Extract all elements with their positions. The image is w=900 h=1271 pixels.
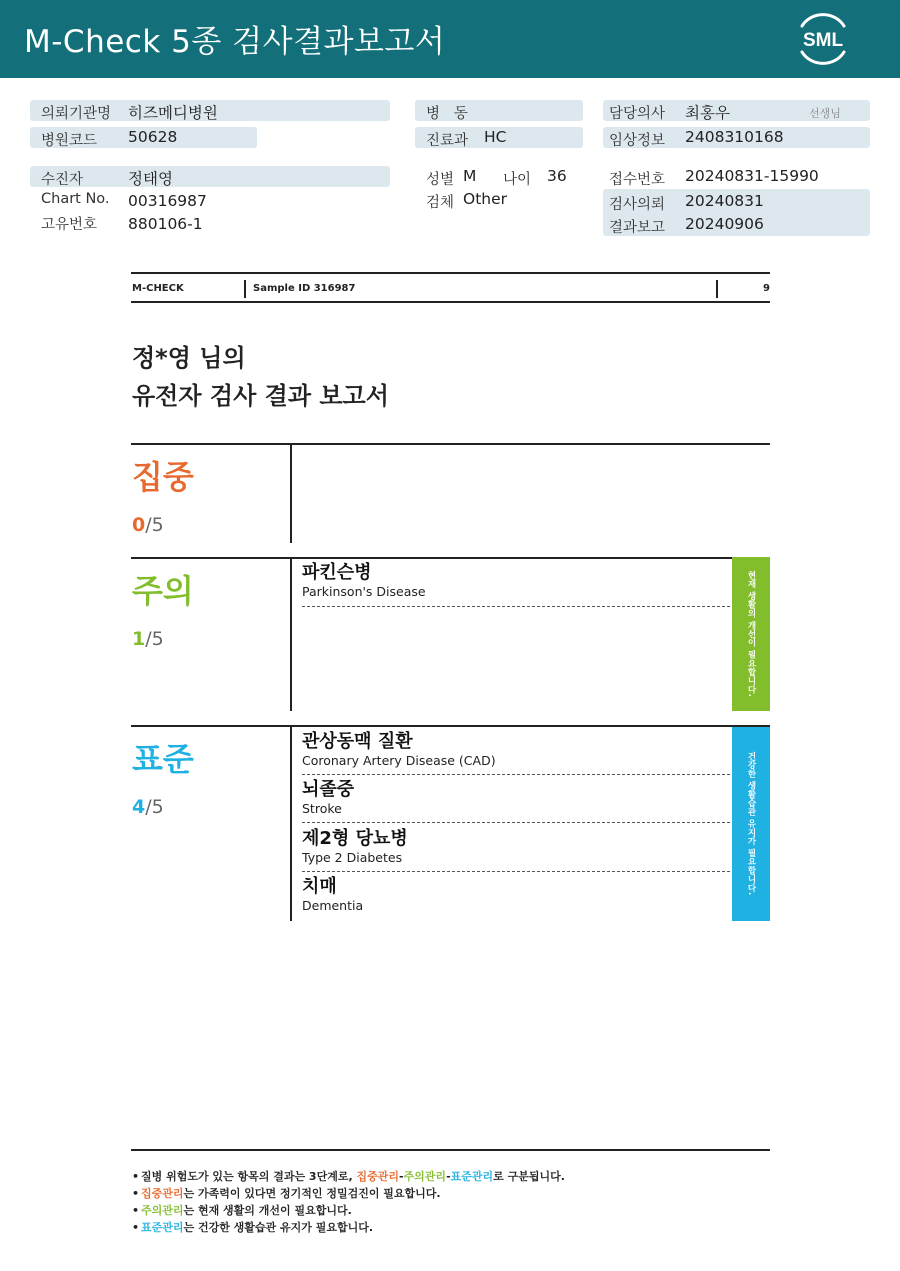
caution-section-divider [290, 559, 292, 711]
note-line [132, 1185, 772, 1202]
header-divider [244, 280, 246, 298]
clinical-label: 임상정보 [609, 133, 666, 149]
note-text: 는 건강한 생활습관 유지가 필요합니다. [183, 1221, 374, 1234]
age-label: 나이 [503, 172, 532, 188]
note-key-caution: 주의관리 [141, 1204, 184, 1217]
name-value: 정태영 [128, 170, 173, 188]
doctor-value: 최홍우 [685, 104, 730, 122]
request-value: 20240831 [685, 192, 764, 210]
doctor-label: 담당의사 [609, 106, 666, 122]
clinical-value: 2408310168 [685, 128, 784, 146]
footer-rule [131, 1149, 770, 1151]
specimen-value: Other [463, 190, 508, 208]
note-line [132, 1219, 772, 1236]
disease-item-dementia [302, 876, 730, 920]
report-title: M-Check 5종 검사결과보고서 [24, 24, 446, 60]
id-value: 880106-1 [128, 215, 203, 233]
caution-count-total: /5 [145, 628, 164, 650]
sex-label: 성별 [426, 172, 455, 188]
note-text: 는 현재 생활의 개선이 필요합니다. [183, 1204, 352, 1217]
standard-section-divider [290, 727, 292, 921]
request-label: 검사의뢰 [609, 197, 666, 213]
note-dash: - [446, 1170, 451, 1183]
standard-title: 표준 [132, 740, 194, 778]
note-text: 로 구분됩니다. [493, 1170, 565, 1183]
disease-item-parkinsons [302, 562, 730, 607]
receipt-label: 접수번호 [609, 172, 666, 188]
ward-label: 병 동 [426, 106, 468, 122]
age-value: 36 [547, 167, 567, 185]
disease-item-cad [302, 731, 730, 775]
result-value: 20240906 [685, 215, 764, 233]
sample-id: Sample ID 316987 [253, 283, 356, 294]
focus-count-total: /5 [145, 514, 164, 536]
disease-item-type2-diabetes [302, 828, 730, 872]
focus-section-rule [131, 443, 770, 445]
standard-sidebar-text: 건강한 생활습관 유지가 필요합니다. [746, 752, 756, 896]
report-heading-title: 유전자 검사 결과 보고서 [132, 382, 389, 410]
sex-value: M [463, 167, 477, 185]
standard-section-rule [131, 725, 770, 727]
focus-title: 집중 [132, 458, 194, 496]
disease-name-en: Dementia [302, 898, 364, 913]
disease-name-ko: 파킨슨병 [302, 562, 372, 583]
bullet: • [132, 1221, 140, 1234]
note-text: 질병 위험도가 있는 항목의 결과는 3단계로, [141, 1170, 357, 1183]
disease-name-ko: 관상동맥 질환 [302, 731, 413, 752]
header-divider [716, 280, 718, 298]
focus-count [132, 514, 164, 536]
bullet: • [132, 1187, 140, 1200]
page-number: 9 [763, 283, 770, 294]
caution-sidebar [732, 557, 770, 711]
note-line [132, 1202, 772, 1219]
logo-text: SML [802, 30, 844, 51]
disease-item-stroke [302, 779, 730, 823]
note-key-focus: 집중관리 [356, 1170, 399, 1183]
bullet: • [132, 1204, 140, 1217]
note-key-standard: 표준관리 [450, 1170, 494, 1183]
doctor-suffix: 선생님 [809, 107, 841, 120]
brand-label: M-CHECK [132, 283, 184, 294]
note-key-focus: 집중관리 [141, 1187, 184, 1200]
id-label: 고유번호 [41, 217, 98, 233]
institution-label: 의뢰기관명 [41, 106, 112, 122]
bullet: • [132, 1170, 140, 1183]
caution-count-number: 1 [132, 628, 146, 650]
header-bar [0, 0, 900, 78]
caution-title: 주의 [132, 572, 194, 610]
caution-count [132, 628, 164, 650]
focus-count-number: 0 [132, 514, 146, 536]
focus-section-divider [290, 445, 292, 543]
info-strip [30, 166, 390, 187]
note-line [132, 1168, 772, 1185]
dept-value: HC [484, 128, 507, 146]
header-bottom-rule [131, 301, 770, 303]
note-text: 는 가족력이 있다면 정기적인 정밀검진이 필요합니다. [183, 1187, 441, 1200]
disease-name-ko: 치매 [302, 876, 337, 897]
institution-value: 히즈메디병원 [128, 104, 218, 122]
receipt-value: 20240831-15990 [685, 167, 819, 185]
caution-sidebar-text: 현재 생활의 개선이 필요합니다. [746, 570, 756, 697]
name-label: 수진자 [41, 172, 84, 188]
chart-label: Chart No. [41, 191, 110, 207]
sml-logo [792, 12, 854, 66]
header-top-rule [131, 272, 770, 274]
standard-count [132, 796, 164, 818]
disease-name-en: Stroke [302, 801, 342, 816]
result-label: 결과보고 [609, 220, 666, 236]
dept-label: 진료과 [426, 133, 469, 149]
note-key-standard: 표준관리 [141, 1221, 184, 1234]
caution-section-rule [131, 557, 770, 559]
disease-name-en: Type 2 Diabetes [302, 850, 403, 865]
disease-name-en: Coronary Artery Disease (CAD) [302, 753, 496, 768]
legend-notes [132, 1168, 772, 1236]
disease-name-ko: 제2형 당뇨병 [302, 828, 408, 849]
standard-count-number: 4 [132, 796, 146, 818]
standard-count-total: /5 [145, 796, 164, 818]
hospital-code-label: 병원코드 [41, 133, 98, 149]
disease-name-en: Parkinson's Disease [302, 584, 426, 599]
note-key-caution: 주의관리 [403, 1170, 447, 1183]
chart-value: 00316987 [128, 192, 207, 210]
report-heading-name: 정*영 님의 [132, 344, 246, 372]
note-dash: - [398, 1170, 404, 1183]
hospital-code-value: 50628 [128, 128, 178, 146]
standard-sidebar [732, 727, 770, 921]
disease-name-ko: 뇌졸중 [302, 779, 355, 800]
specimen-label: 검체 [426, 195, 455, 211]
